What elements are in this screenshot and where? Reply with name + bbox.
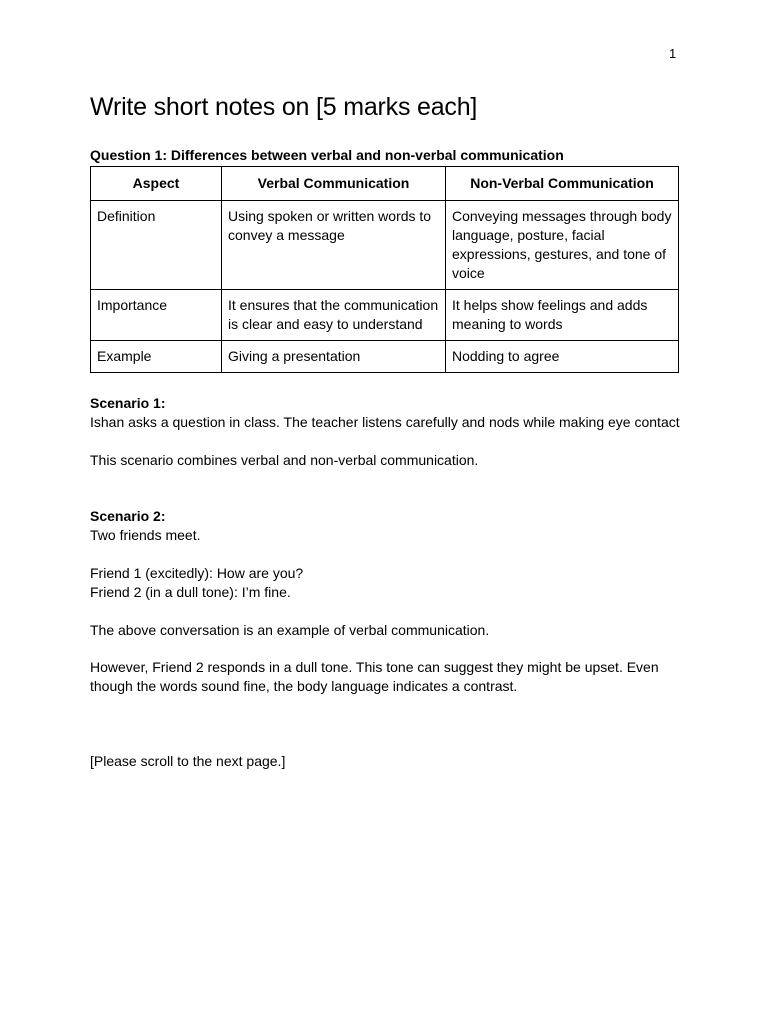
table-row [91,341,679,373]
table-cell: Definition [91,201,222,290]
scenario-2-dialogue-line-1: Friend 1 (excitedly): How are you? [90,565,304,581]
table-cell: Importance [91,290,222,341]
scenario-1-conclusion: This scenario combines verbal and non-verbal communication. [90,452,479,468]
table-cell: Nodding to agree [446,341,679,373]
table-cell: Using spoken or written words to convey a message [222,201,446,290]
question-1-heading: Question 1: Differences between verbal and non-verbal communication [90,147,564,163]
table-cell: Example [91,341,222,373]
column-header-verbal: Verbal Communication [222,167,446,201]
table-row [91,290,679,341]
table-cell: Giving a presentation [222,341,446,373]
scenario-1-heading: Scenario 1: [90,395,166,411]
column-header-aspect: Aspect [91,167,222,201]
table-row [91,201,679,290]
page-title: Write short notes on [5 marks each] [90,93,478,121]
scenario-2-heading: Scenario 2: [90,508,166,524]
table-cell: It helps show feelings and adds meaning to words [446,290,679,341]
table-cell: Conveying messages through body language, posture, facial expressions, gestures, and tone of voice [446,201,679,290]
footer-note: [Please scroll to the next page.] [90,753,286,769]
table-cell: It ensures that the communication is clear and easy to understand [222,290,446,341]
scenario-2-analysis-2: However, Friend 2 responds in a dull tone. This tone can suggest they might be upset. Even though the words sound fine, the body language indicates a contrast. [90,659,659,694]
page-number: 1 [669,46,677,61]
comparison-table [90,166,679,373]
scenario-1-text: Ishan asks a question in class. The teacher listens carefully and nods while making eye contact [90,414,680,430]
scenario-2-dialogue-line-2: Friend 2 (in a dull tone): I’m fine. [90,584,291,600]
scenario-2-intro: Two friends meet. [90,527,201,543]
column-header-non-verbal: Non-Verbal Communication [446,167,679,201]
scenario-2-analysis-1: The above conversation is an example of verbal communication. [90,622,490,638]
table-header-row [91,167,679,201]
